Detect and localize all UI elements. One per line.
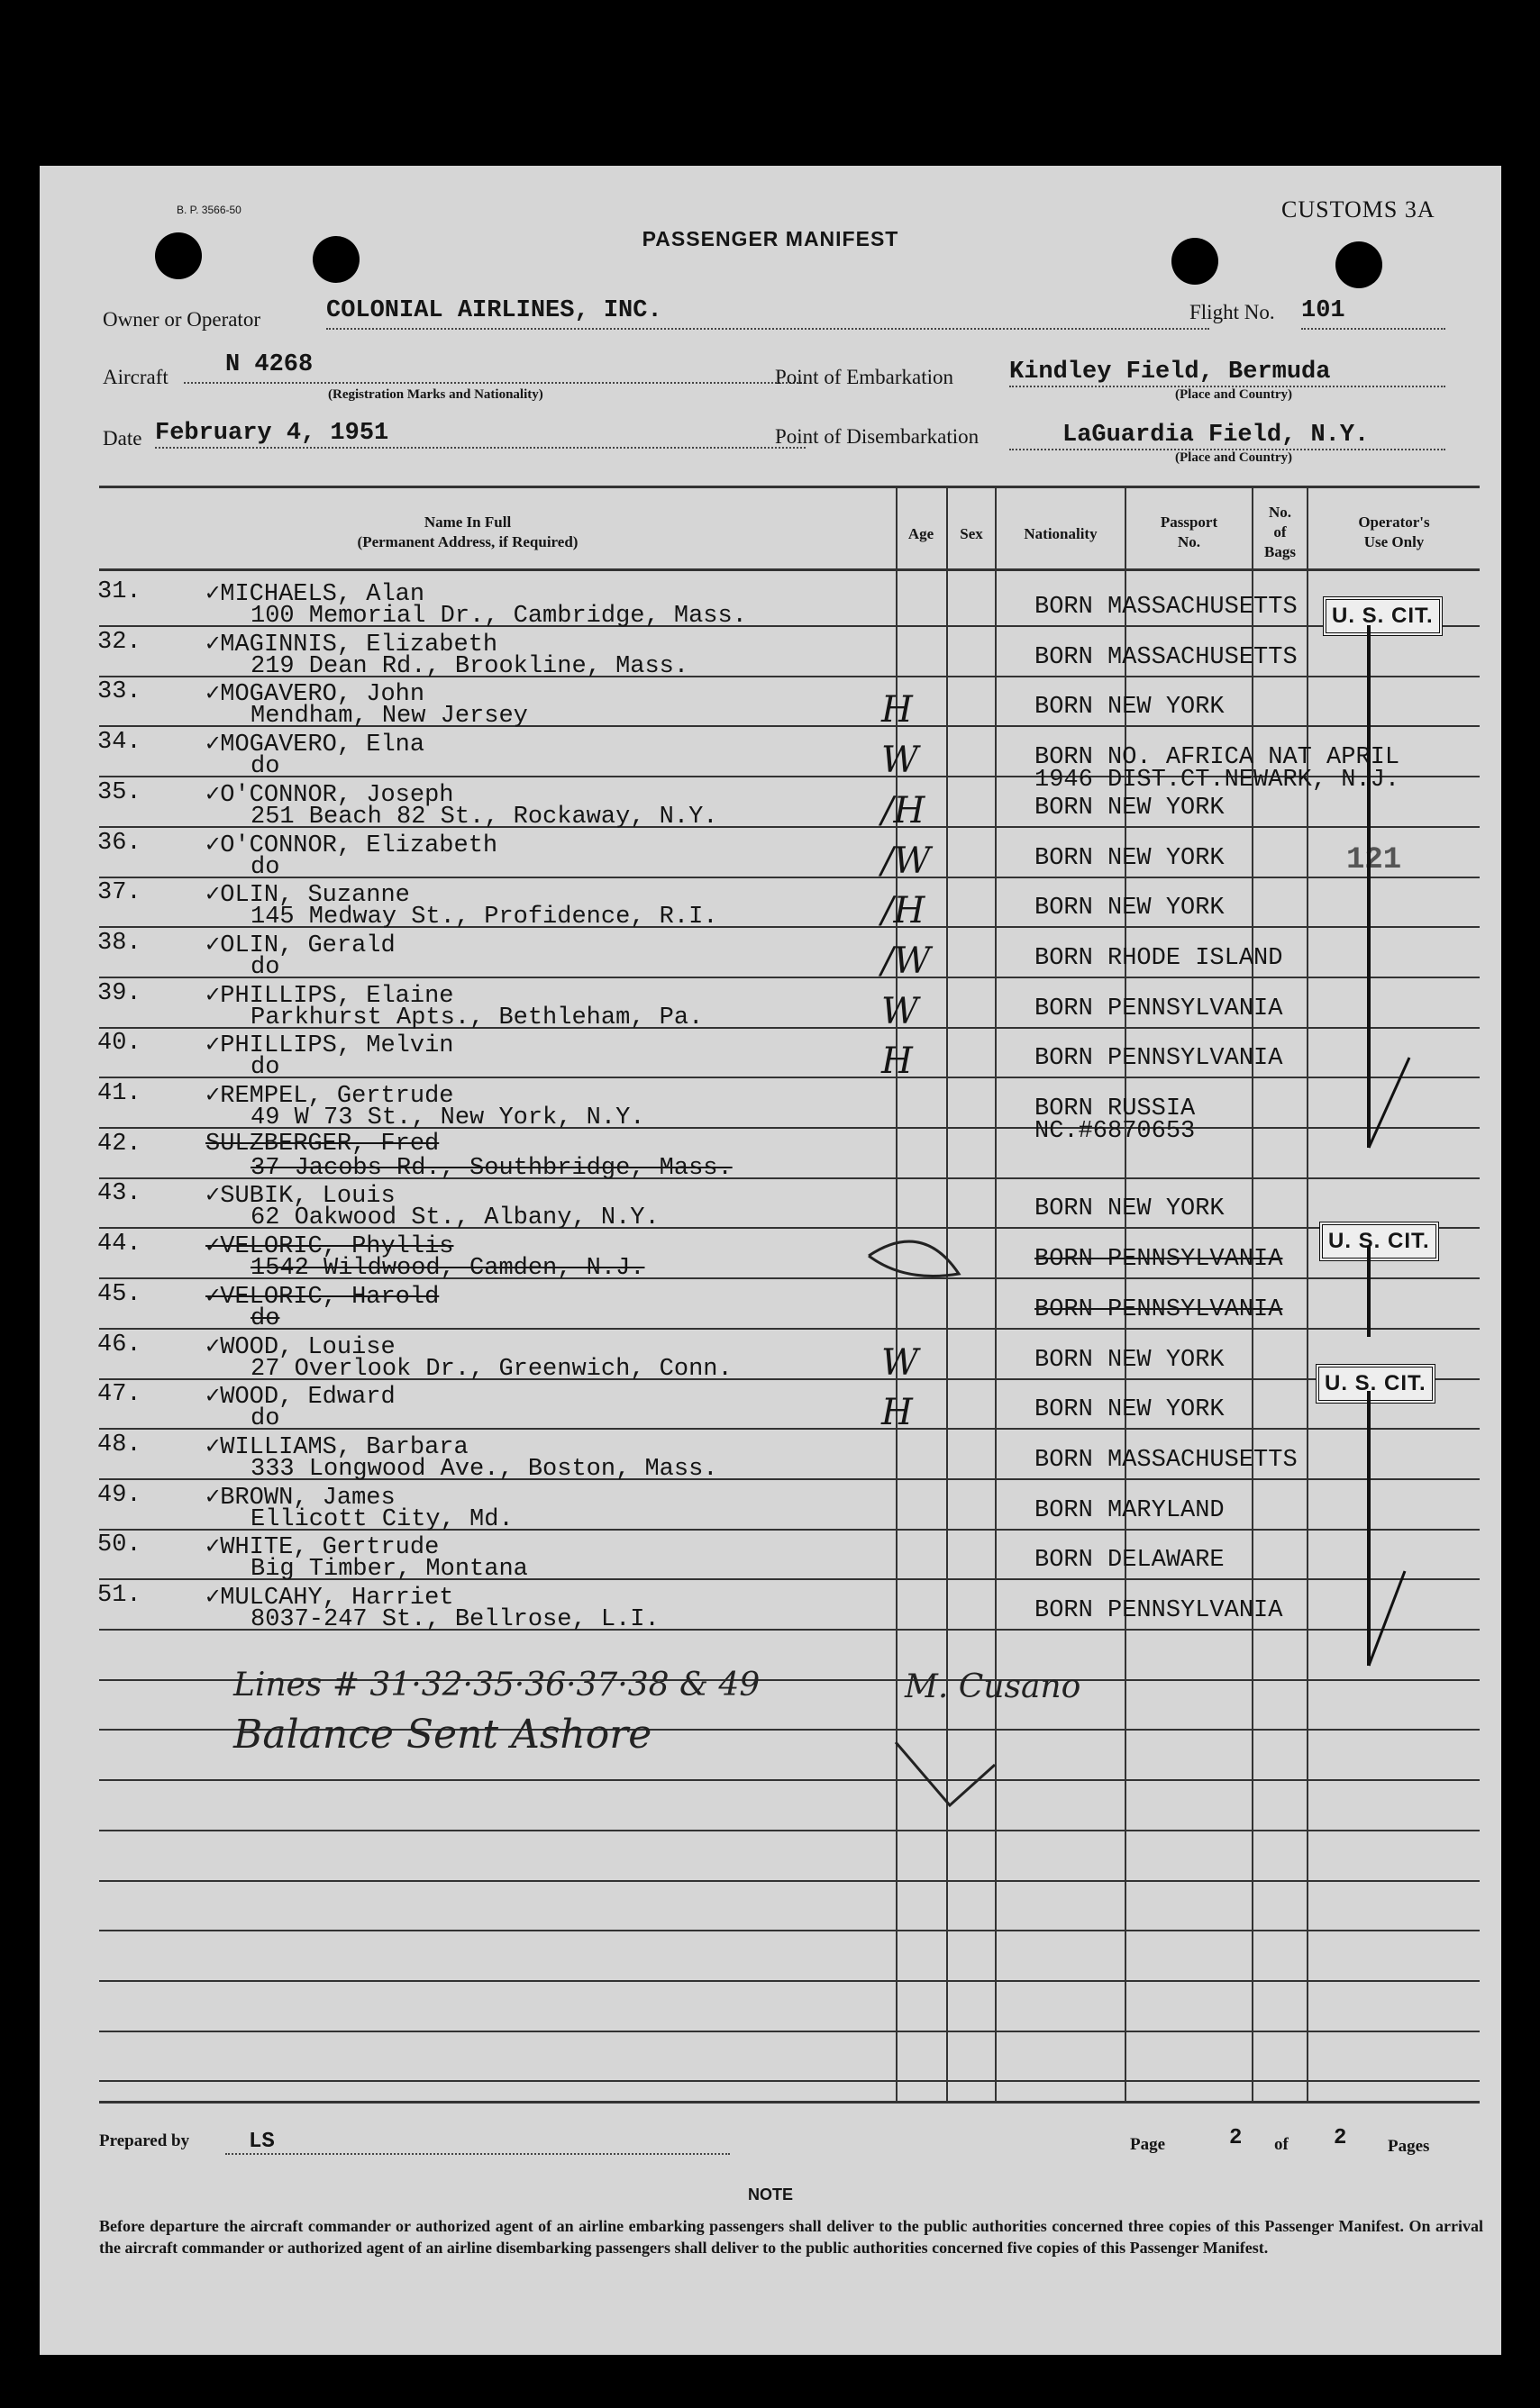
row-number: 47. [97,1381,141,1408]
passenger-address: 219 Dean Rd., Brookline, Mass. [251,653,689,680]
passenger-name: ✓WHITE, Gertrude [205,1534,440,1561]
of-label: of [1274,2135,1289,2154]
row-number: 44. [97,1231,141,1258]
passenger-address: do [251,854,280,881]
header-bags-sub: Bags [1264,543,1296,560]
passenger-nationality: BORN MASSACHUSETTS [1034,644,1298,671]
passenger-nationality: BORN PENNSYLVANIA [1034,1597,1283,1624]
handwritten-sex-mark: /H [881,890,925,931]
page-value: 2 [1229,2126,1243,2150]
header-name-sub: (Permanent Address, if Required) [357,533,579,550]
us-citizen-stamp: U. S. CIT. [1316,1364,1435,1404]
table-bottom-rule [99,2101,1480,2104]
passenger-nationality: BORN RHODE ISLAND [1034,945,1283,972]
header-operator-title: Operator's [1358,513,1430,531]
disembark-sublabel: (Place and Country) [1175,450,1292,465]
passenger-name: ✓OLIN, Suzanne [205,882,410,909]
passenger-address: 49 W 73 St., New York, N.Y. [251,1104,645,1131]
passenger-name: ✓SUBIK, Louis [205,1183,396,1210]
passenger-address: Big Timber, Montana [251,1556,528,1583]
handwritten-sex-mark: /W [881,841,931,882]
handwritten-sex-mark: /W [881,940,931,982]
owner-value: COLONIAL AIRLINES, INC. [326,297,662,324]
passenger-name: ✓MULCAHY, Harriet [205,1585,454,1612]
passenger-address: 333 Longwood Ave., Boston, Mass. [251,1456,718,1483]
of-value: 2 [1334,2126,1347,2150]
passenger-nationality: BORN NEW YORK [1034,1396,1225,1423]
header-bags-of: of [1273,523,1287,541]
page-label: Page [1130,2135,1166,2154]
passenger-nationality: BORN NEW YORK [1034,1347,1225,1374]
passenger-name: ✓VELORIC, Harold [205,1284,440,1311]
passenger-name: ✓MAGINNIS, Elizabeth [205,632,498,659]
handwritten-sex-mark: H [881,1392,913,1433]
aircraft-label: Aircraft [103,366,169,388]
handwritten-signature: M. Cusano [905,1668,1081,1705]
row-number: 31. [97,578,141,605]
passenger-name: ✓O'CONNOR, Joseph [205,782,454,809]
passenger-nationality: BORN NO. AFRICA NAT APRIL [1034,744,1400,771]
passenger-address: 1542 Wildwood, Camden, N.J. [251,1255,645,1282]
passenger-address: 37 Jacobs Rd., Southbridge, Mass. [251,1155,733,1182]
handwritten-lines-note: Lines # 31·32·35·36·37·38 & 49 [233,1667,761,1704]
passenger-address: 62 Oakwood St., Albany, N.Y. [251,1204,660,1231]
passenger-nationality: BORN DELAWARE [1034,1547,1225,1574]
handwritten-balance-note: Balance Sent Ashore [233,1712,652,1758]
embark-value: Kindley Field, Bermuda [1009,359,1331,386]
us-citizen-stamp: U. S. CIT. [1323,596,1443,636]
row-number: 39. [97,980,141,1007]
row-number: 46. [97,1331,141,1358]
prepared-by-label: Prepared by [99,2131,190,2150]
note-title: NOTE [747,2185,793,2204]
column-header-sex: Sex [960,525,983,542]
row-number: 43. [97,1180,141,1207]
passenger-name: ✓MOGAVERO, John [205,681,425,708]
passenger-name: ✓WILLIAMS, Barbara [205,1434,469,1461]
row-number: 35. [97,779,141,806]
column-header-age: Age [907,525,934,542]
passenger-name: SULZBERGER, Fred [205,1131,440,1158]
row-number: 41. [97,1080,141,1107]
passenger-nationality-line2: NC.#6870653 [1034,1118,1196,1145]
header-passport-title: Passport [1160,513,1218,531]
row-number: 50. [97,1531,141,1558]
passenger-name: ✓REMPEL, Gertrude [205,1083,454,1110]
passenger-name: ✓O'CONNOR, Elizabeth [205,832,498,859]
passenger-name: ✓OLIN, Gerald [205,932,396,959]
passenger-address: do [251,1405,280,1432]
passenger-nationality: BORN NEW YORK [1034,795,1225,822]
note-body: Before departure the aircraft commander or authorized agent of an airline embarking passengers shall deliver to the public authorities concerned three copies of this Passenger Manifest. On arrival the aircraft commander or authorized agent of an airline disembarking passengers shall deliver to the public authorities concerned five copies of this Passenger Manifest. [99,2217,1483,2257]
passenger-address: Ellicott City, Md. [251,1506,514,1533]
passenger-address: do [251,753,280,780]
header-operator-sub: Use Only [1363,533,1425,550]
passenger-nationality: BORN MASSACHUSETTS [1034,594,1298,621]
passenger-address: do [251,954,280,981]
passenger-nationality: BORN PENNSYLVANIA [1034,1296,1283,1323]
passenger-address: Parkhurst Apts., Bethleham, Pa. [251,1004,704,1031]
row-number: 34. [97,729,141,756]
pages-label: Pages [1388,2137,1430,2156]
handwritten-sex-mark: W [881,740,919,781]
passenger-nationality: BORN NEW YORK [1034,694,1225,721]
passenger-address: 100 Memorial Dr., Cambridge, Mass. [251,603,747,630]
handwritten-sex-mark: W [881,991,919,1032]
passenger-address: Mendham, New Jersey [251,703,528,730]
passenger-nationality: BORN NEW YORK [1034,895,1225,922]
row-number: 42. [97,1131,141,1158]
passenger-address: 27 Overlook Dr., Greenwich, Conn. [251,1356,733,1383]
row-number: 49. [97,1482,141,1509]
customs-label: CUSTOMS 3A [1281,196,1435,223]
passenger-address: 145 Medway St., Profidence, R.I. [251,904,718,931]
aircraft-value: N 4268 [225,351,314,378]
passenger-address: 251 Beach 82 St., Rockaway, N.Y. [251,804,718,831]
passenger-nationality: BORN PENNSYLVANIA [1034,1045,1283,1072]
manifest-sheet [40,166,1501,2355]
passenger-nationality: BORN PENNSYLVANIA [1034,1246,1283,1273]
column-header-nationality: Nationality [1024,525,1098,542]
embark-label: Point of Embarkation [775,366,954,388]
passenger-name: ✓BROWN, James [205,1485,396,1512]
disembark-label: Point of Disembarkation [775,425,980,448]
passenger-nationality-line2: 1946 DIST.CT.NEWARK, N.J. [1034,767,1400,794]
prepared-underline [225,2153,730,2155]
passenger-nationality: BORN MASSACHUSETTS [1034,1447,1298,1474]
prepared-by-value: LS [249,2130,275,2154]
date-label: Date [103,427,142,450]
flight-label: Flight No. [1189,301,1275,323]
handwritten-sex-mark: H [881,689,913,731]
flight-value: 101 [1301,297,1345,324]
row-number: 33. [97,678,141,705]
header-passport-sub: No. [1177,533,1201,550]
passenger-nationality: BORN NEW YORK [1034,1195,1225,1222]
row-number: 38. [97,930,141,957]
disembark-value: LaGuardia Field, N.Y. [1062,422,1370,449]
sequence-number: 121 [1346,843,1402,877]
passenger-name: ✓MICHAELS, Alan [205,581,425,608]
row-number: 40. [97,1030,141,1057]
passenger-name: ✓WOOD, Louise [205,1334,396,1361]
passenger-name: ✓MOGAVERO, Elna [205,731,425,759]
passenger-nationality: BORN RUSSIA [1034,1095,1196,1122]
passenger-address: do [251,1054,280,1081]
row-number: 37. [97,879,141,906]
passenger-name: ✓VELORIC, Phyllis [205,1233,454,1260]
passenger-name: ✓PHILLIPS, Melvin [205,1032,454,1059]
passenger-nationality: BORN PENNSYLVANIA [1034,995,1283,1022]
aircraft-sublabel: (Registration Marks and Nationality) [328,387,543,402]
passenger-address: 8037-247 St., Bellrose, L.I. [251,1606,660,1633]
row-number: 51. [97,1582,141,1609]
handwritten-sex-mark: W [881,1342,919,1384]
owner-label: Owner or Operator [103,308,260,331]
handwritten-bracket-marks [40,166,1501,2355]
page-title: PASSENGER MANIFEST [642,227,899,250]
handwritten-sex-mark: H [881,1040,913,1082]
header-name-title: Name In Full [424,513,512,531]
embark-sublabel: (Place and Country) [1175,387,1292,402]
us-citizen-stamp: U. S. CIT. [1319,1222,1439,1261]
passenger-nationality: BORN MARYLAND [1034,1497,1225,1524]
passenger-nationality: BORN NEW YORK [1034,845,1225,872]
date-value: February 4, 1951 [155,420,389,447]
passenger-address: do [251,1305,280,1332]
row-number: 45. [97,1281,141,1308]
handwritten-sex-mark: /H [881,790,925,831]
form-number: B. P. 3566-50 [177,204,241,216]
passenger-name: ✓WOOD, Edward [205,1384,396,1411]
row-number: 36. [97,830,141,857]
row-number: 48. [97,1431,141,1458]
header-bags-title: No. [1268,504,1292,521]
row-number: 32. [97,629,141,656]
passenger-name: ✓PHILLIPS, Elaine [205,983,454,1010]
